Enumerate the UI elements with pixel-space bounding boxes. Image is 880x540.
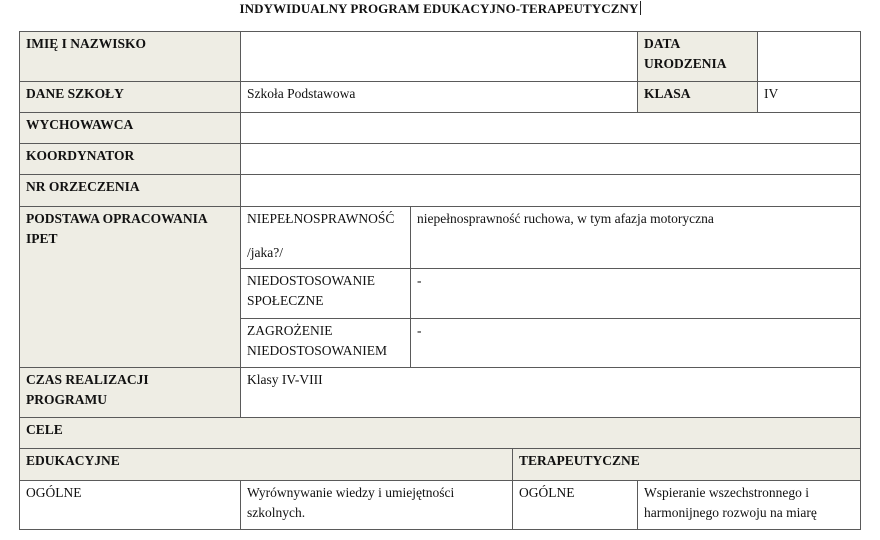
- imie-label: IMIĘ I NAZWISKO: [26, 36, 147, 51]
- document-title: INDYWIDUALNY PROGRAM EDUKACYJNO-TERAPEUTYCZNY: [239, 1, 639, 16]
- niepelnosprawnosc-value: niepełnosprawność ruchowa, w tym afazja motoryczna: [417, 211, 714, 226]
- dane-szkoly-label: DANE SZKOŁY: [26, 86, 124, 101]
- text-cursor: [640, 1, 641, 15]
- czas-realizacji-label-line2: PROGRAMU: [26, 392, 107, 407]
- edu-ogolne-value-line2: szkolnych.: [247, 505, 306, 520]
- wychowawca-label-cell: [19, 112, 241, 144]
- nr-orzeczenia-label: NR ORZECZENIA: [26, 179, 140, 194]
- data-urodzenia-label-line2: URODZENIA: [644, 56, 727, 71]
- data-urodzenia-label-cell: [637, 31, 758, 82]
- niedostosowanie-label-line2: SPOŁECZNE: [247, 293, 324, 308]
- imie-label-cell: [19, 31, 241, 82]
- dane-szkoly-value-cell[interactable]: [240, 81, 638, 113]
- niepelnosprawnosc-label-cell: [240, 206, 411, 269]
- edu-ogolne-label: OGÓLNE: [26, 485, 82, 500]
- data-urodzenia-label-line1: DATA: [644, 36, 681, 51]
- czas-realizacji-label-line1: CZAS REALIZACJI: [26, 372, 149, 387]
- niepelnosprawnosc-value-cell[interactable]: [410, 206, 861, 269]
- ter-ogolne-label-cell: [512, 480, 638, 530]
- niedostosowanie-value-cell[interactable]: [410, 268, 861, 319]
- edu-ogolne-label-cell: [19, 480, 241, 530]
- klasa-label-cell: [637, 81, 758, 113]
- ter-ogolne-value-cell[interactable]: [637, 480, 861, 530]
- edu-ogolne-value-cell[interactable]: [240, 480, 513, 530]
- niepelnosprawnosc-label: NIEPEŁNOSPRAWNOŚĆ: [247, 211, 395, 226]
- imie-value-cell[interactable]: [240, 31, 638, 82]
- edu-ogolne-value-line1: Wyrównywanie wiedzy i umiejętności: [247, 485, 455, 500]
- ter-ogolne-value-line2: harmonijnego rozwoju na miarę: [644, 505, 817, 520]
- czas-realizacji-value: Klasy IV-VIII: [247, 372, 323, 387]
- koordynator-label-cell: [19, 143, 241, 175]
- klasa-value: IV: [764, 86, 779, 101]
- klasa-value-cell[interactable]: [757, 81, 861, 113]
- zagrozenie-value-cell[interactable]: [410, 318, 861, 368]
- podstawa-label-line1: PODSTAWA OPRACOWANIA: [26, 211, 208, 226]
- dane-szkoly-label-cell: [19, 81, 241, 113]
- niedostosowanie-value: -: [417, 273, 422, 288]
- zagrozenie-label-line1: ZAGROŻENIE: [247, 323, 333, 338]
- zagrozenie-value: -: [417, 323, 422, 338]
- czas-realizacji-value-cell[interactable]: [240, 367, 861, 418]
- cele-header-cell: [19, 417, 861, 449]
- dane-szkoly-value: Szkoła Podstawowa: [247, 86, 356, 101]
- podstawa-label-line2: IPET: [26, 231, 58, 246]
- niedostosowanie-label-cell: [240, 268, 411, 319]
- terapeutyczne-header-cell: [512, 448, 861, 481]
- podstawa-label-cell: [19, 206, 241, 368]
- ter-ogolne-label: OGÓLNE: [519, 485, 575, 500]
- zagrozenie-label-cell: [240, 318, 411, 368]
- niedostosowanie-label-line1: NIEDOSTOSOWANIE: [247, 273, 375, 288]
- klasa-label: KLASA: [644, 86, 691, 101]
- nr-orzeczenia-value-cell[interactable]: [240, 174, 861, 207]
- terapeutyczne-label: TERAPEUTYCZNE: [519, 453, 640, 468]
- cele-label: CELE: [26, 422, 63, 437]
- edukacyjne-label: EDUKACYJNE: [26, 453, 120, 468]
- edukacyjne-header-cell: [19, 448, 513, 481]
- niepelnosprawnosc-jaka-label: /jaka?/: [247, 245, 283, 260]
- zagrozenie-label-line2: NIEDOSTOSOWANIEM: [247, 343, 387, 358]
- wychowawca-label: WYCHOWAWCA: [26, 117, 134, 132]
- nr-orzeczenia-label-cell: [19, 174, 241, 207]
- ter-ogolne-value-line1: Wspieranie wszechstronnego i: [644, 485, 809, 500]
- czas-realizacji-label-cell: [19, 367, 241, 418]
- koordynator-label: KOORDYNATOR: [26, 148, 135, 163]
- data-urodzenia-value-cell[interactable]: [757, 31, 861, 82]
- koordynator-value-cell[interactable]: [240, 143, 861, 175]
- wychowawca-value-cell[interactable]: [240, 112, 861, 144]
